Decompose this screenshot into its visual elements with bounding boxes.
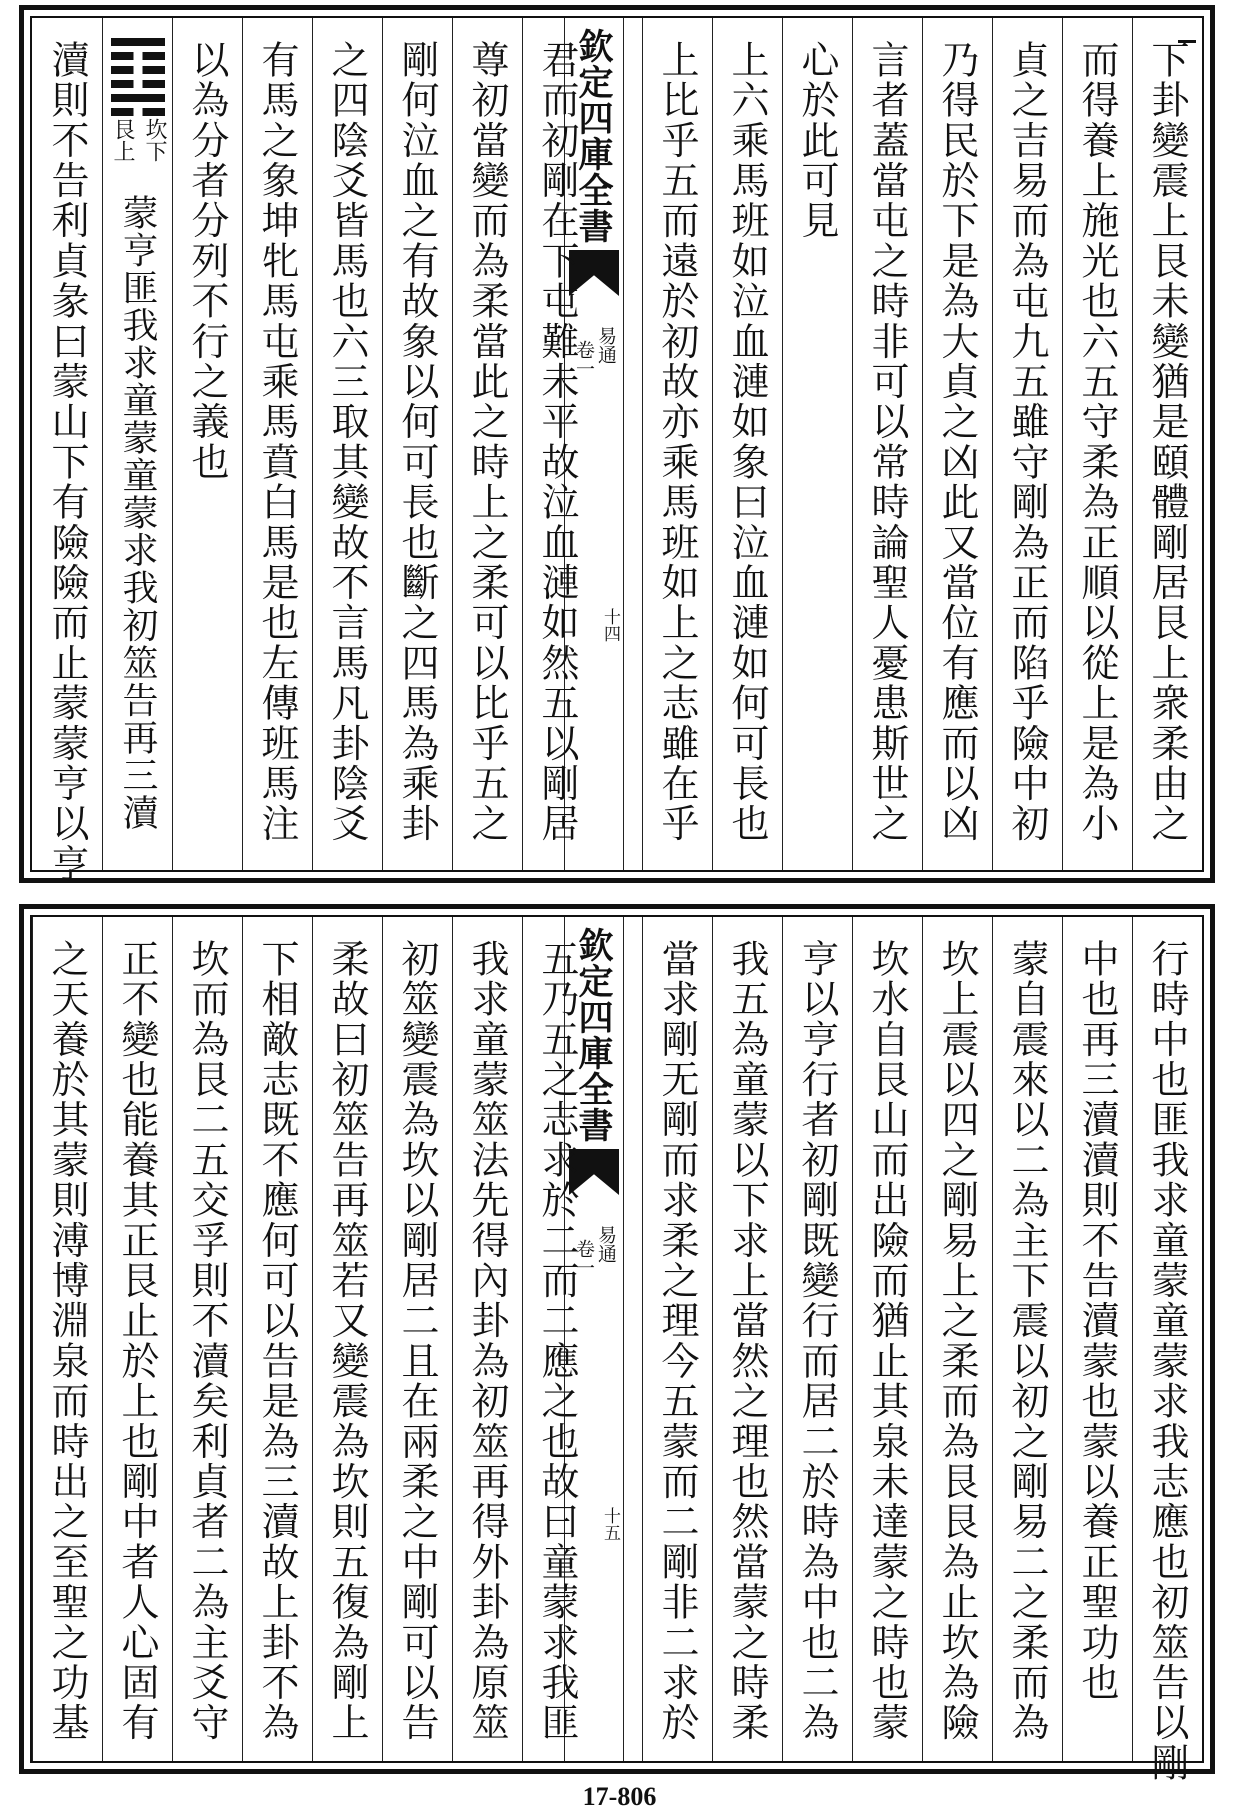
text-column	[452, 917, 522, 1761]
bottom-right-half	[642, 917, 1202, 1784]
text-column	[102, 917, 172, 1761]
column-text: 柔故曰初筮告再筮若又變震為坎則五復為剛上	[325, 939, 369, 1743]
text-column	[922, 18, 992, 870]
header-book: 易通	[595, 1225, 617, 1263]
text-column	[452, 18, 522, 870]
text-column	[1062, 18, 1132, 870]
text-column	[102, 18, 172, 870]
text-column	[522, 18, 592, 870]
text-column	[642, 917, 712, 1761]
header-title: 欽定四庫全書	[573, 28, 614, 244]
hexagram-meng-icon	[111, 38, 165, 122]
header-page-number: 十五	[600, 1507, 620, 1541]
column-text: 坎而為艮二五交孚則不瀆矣利貞者二為主爻守	[185, 939, 229, 1743]
column-text: 乃得民於下是為大貞之凶此又當位有應而以凶	[935, 40, 979, 844]
header-book: 易通	[595, 326, 617, 364]
column-text: 上六乘馬班如泣血漣如象曰泣血漣如何可長也	[725, 40, 769, 844]
text-column	[922, 917, 992, 1761]
column-text: 貞之吉易而為屯九五雖守剛為正而陷乎險中初	[1005, 40, 1049, 844]
column-text: 上比乎五而遠於初故亦乘馬班如上之志雖在乎	[655, 40, 699, 844]
column-text: 下相敵志既不應何可以告是為三瀆故上卦不為	[255, 939, 299, 1743]
bottom-page-frame	[30, 915, 1204, 1784]
page-footer-number: 17-806	[582, 1782, 657, 1811]
text-column	[312, 917, 382, 1761]
text-column	[1132, 18, 1202, 870]
column-text: 亨以亨行者初剛既變行而居二於時為中也二為	[795, 939, 839, 1743]
text-column	[992, 18, 1062, 870]
text-column	[522, 917, 592, 1761]
column-text: 我求童蒙筮法先得內卦為初筮再得外卦為原筮	[465, 939, 509, 1743]
text-column	[32, 917, 102, 1761]
column-text: 而得養上施光也六五守柔為正順以從上是為小	[1075, 40, 1119, 844]
trigram-upper-label: 艮上	[110, 118, 135, 162]
text-column	[382, 917, 452, 1761]
column-text: 之天養於其蒙則溥博淵泉而時出之至聖之功基	[45, 939, 89, 1743]
trigram-lower-label: 坎下	[142, 118, 167, 162]
text-column	[242, 917, 312, 1761]
top-right-half	[642, 18, 1202, 870]
column-text: 以為分者分列不行之義也	[185, 40, 229, 483]
column-text: 行時中也匪我求童蒙童蒙求我志應也初筮告以剛	[1145, 939, 1189, 1784]
text-column	[172, 18, 242, 870]
column-text: 君而初剛在下屯難未平故泣血漣如然五以剛居	[535, 40, 579, 844]
column-text: 五乃五之志求於二而二應之也故曰童蒙求我匪	[535, 939, 579, 1743]
column-text: 瀆則不告利貞彖曰蒙山下有險險而止蒙蒙亨以亨	[45, 40, 89, 885]
column-text: 之四陰爻皆馬也六三取其變故不言馬凡卦陰爻	[325, 40, 369, 844]
text-column	[172, 917, 242, 1761]
text-column	[992, 917, 1062, 1761]
text-column	[32, 18, 102, 885]
column-text: 蒙亨匪我求童蒙童蒙求我初筮告再三瀆	[117, 194, 158, 832]
top-page	[19, 5, 1215, 883]
header-page-number: 十四	[600, 608, 620, 642]
text-column	[1132, 917, 1202, 1784]
column-text: 我五為童蒙以下求上當然之理也然當蒙之時柔	[725, 939, 769, 1743]
column-text: 坎水自艮山而出險而猶止其泉未達蒙之時也蒙	[865, 939, 909, 1743]
column-text: 中也再三瀆瀆則不告瀆蒙也蒙以養正聖功也	[1075, 939, 1119, 1703]
bottom-left-half	[32, 917, 592, 1761]
column-text: 初筮變震為坎以剛居二且在兩柔之中剛可以告	[395, 939, 439, 1743]
header-title: 欽定四庫全書	[573, 927, 614, 1143]
column-text: 蒙自震來以二為主下震以初之剛易二之柔而為	[1005, 939, 1049, 1743]
text-column	[312, 18, 382, 870]
column-text: 當求剛无剛而求柔之理今五蒙而二剛非二求於	[655, 939, 699, 1743]
column-text: 心於此可見	[795, 40, 839, 241]
text-column	[382, 18, 452, 870]
column-text: 言者蓋當屯之時非可以常時論聖人憂患斯世之	[865, 40, 909, 844]
column-text: 剛何泣血之有故象以何可長也斷之四馬為乘卦	[395, 40, 439, 844]
text-column	[642, 18, 712, 870]
top-left-half	[32, 18, 592, 885]
column-text: 尊初當變而為柔當此之時上之柔可以比乎五之	[465, 40, 509, 844]
column-text: 坎上震以四之剛易上之柔而為艮艮為止坎為險	[935, 939, 979, 1743]
top-page-frame	[30, 16, 1204, 885]
text-column	[242, 18, 312, 870]
text-column	[782, 917, 852, 1761]
column-text: 下卦變震上艮未變猶是頤體剛居艮上衆柔由之	[1145, 40, 1189, 844]
column-text: 正不變也能養其正艮止於上也剛中者人心固有	[115, 939, 159, 1743]
header-juan: 卷一	[573, 1239, 595, 1277]
text-column	[852, 18, 922, 870]
column-text: 有馬之象坤牝馬屯乘馬賁白馬是也左傳班馬注	[255, 40, 299, 844]
text-column	[782, 18, 852, 870]
bottom-page	[19, 904, 1215, 1784]
text-column	[712, 917, 782, 1761]
text-column	[1062, 917, 1132, 1761]
text-column	[712, 18, 782, 870]
header-juan: 卷一	[573, 340, 595, 378]
text-column	[852, 917, 922, 1761]
